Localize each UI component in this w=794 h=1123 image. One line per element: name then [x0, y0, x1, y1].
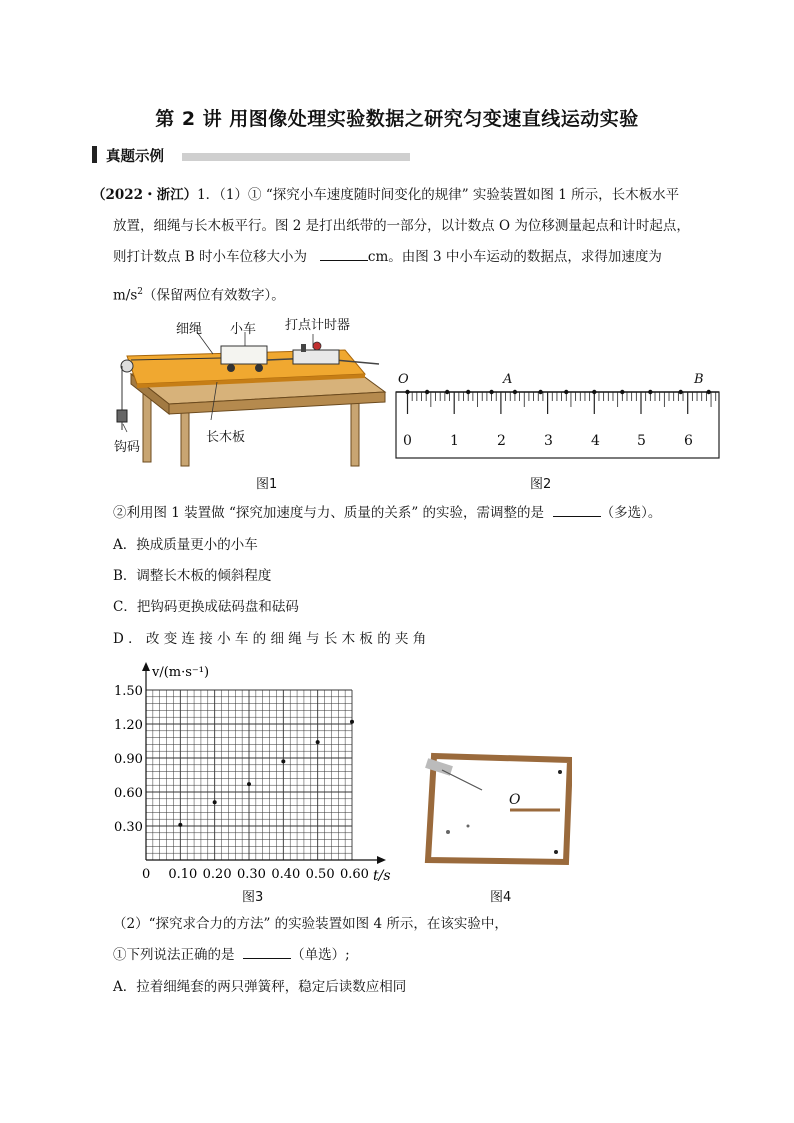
- chart-y-tick-label: 1.50: [114, 684, 143, 699]
- answer-blank-single[interactable]: [243, 946, 291, 959]
- fig4-point-o: O: [509, 792, 521, 808]
- chart-xlabel: t/s: [373, 868, 391, 884]
- ruler-label-0: 0: [403, 433, 412, 449]
- q1-part2-tail: （多选）。: [600, 505, 662, 521]
- chart-data-point: [178, 823, 182, 827]
- chart-y-tick-label: 1.20: [114, 718, 143, 733]
- chart-x-tick-label: 0.10: [168, 867, 198, 882]
- q1-text-4b: （保留两位有效数字）。: [143, 287, 285, 304]
- y-axis-arrow-icon: [142, 662, 150, 671]
- tape-dot: [678, 390, 682, 394]
- figure-4-photo: [420, 748, 572, 866]
- q1-text-1: “探究小车速度随时间变化的规律” 实验装置如图 1 所示，长木板水平: [265, 187, 680, 203]
- chart-x-tick-label: 0.30: [237, 867, 266, 882]
- figure-2-caption: 图2: [530, 477, 552, 492]
- tape-dot: [466, 390, 470, 394]
- ruler-label-2: 2: [497, 433, 506, 449]
- section-title: 真题示例: [106, 149, 164, 165]
- q1-source: （2022・浙江）: [92, 187, 198, 203]
- q1-text-3a: 则打计数点 B 时小车位移大小为: [113, 249, 308, 265]
- q1-part2: [113, 503, 661, 523]
- label-timer: 打点计时器: [285, 318, 351, 333]
- tape-point-b: B: [694, 372, 704, 387]
- x-axis-arrow-icon: [377, 856, 386, 864]
- chart-x-tick-label: 0.20: [202, 867, 232, 882]
- q2-sub1: [113, 945, 350, 965]
- chart-data-point: [281, 759, 285, 763]
- tape-dot: [445, 390, 449, 394]
- unit-ms: m/s: [113, 287, 138, 304]
- tape-dot: [489, 390, 493, 394]
- answer-blank-displacement[interactable]: [320, 248, 368, 261]
- tape-dot: [564, 390, 568, 394]
- chart-data-point: [350, 720, 354, 724]
- figure-1-caption: 图1: [256, 477, 278, 492]
- tape-dot: [425, 390, 429, 394]
- q1-line-2: 放置，细绳与长木板平行。图 2 是打出纸带的一部分，以计数点 O 为位移测量起点和计时起点，: [113, 218, 690, 234]
- q2-sub1-text: ①下列说法正确的是: [113, 947, 235, 963]
- option-a: A．换成质量更小的小车: [113, 537, 258, 553]
- chart-x-tick-label: 0: [142, 867, 151, 882]
- q2-option-a: A．拉着细绳套的两只弹簧秤，稳定后读数应相同: [113, 979, 407, 995]
- q1-line-4: [113, 282, 285, 306]
- option-b: B．调整长木板的倾斜程度: [113, 568, 272, 584]
- tape-point-a: A: [503, 372, 513, 387]
- label-weight: 钩码: [114, 440, 141, 455]
- q2-intro: （2）“探究求合力的方法” 的实验装置如图 4 所示，在该实验中，: [113, 916, 508, 932]
- chart-x-tick-label: 0.40: [271, 867, 301, 882]
- tape-dot: [538, 390, 542, 394]
- label-rope: 细绳: [176, 322, 203, 337]
- ruler-label-3: 3: [544, 433, 553, 449]
- tape-dot: [707, 390, 711, 394]
- chart-x-tick-label: 0.50: [305, 867, 335, 882]
- unit-exponent: 2: [137, 287, 144, 297]
- chart-ylabel: v/(m·s⁻¹): [152, 665, 210, 680]
- label-cart: 小车: [230, 322, 257, 337]
- ruler-label-5: 5: [637, 433, 646, 449]
- chart-data-point: [213, 800, 217, 804]
- tape-point-o: O: [398, 372, 409, 387]
- ruler-label-6: 6: [684, 433, 693, 449]
- q1-line-1: [92, 185, 679, 205]
- answer-blank-multi[interactable]: [553, 504, 601, 517]
- q1-number: 1．（1）①: [197, 187, 266, 203]
- q1-line-3: [113, 247, 662, 267]
- chart-data-point: [247, 782, 251, 786]
- tape-dot: [620, 390, 624, 394]
- tape-dot: [513, 390, 517, 394]
- ruler-label-4: 4: [591, 433, 600, 449]
- tape-dot: [592, 390, 596, 394]
- q1-text-3b: cm。由图 3 中小车运动的数据点，求得加速度为: [367, 249, 662, 265]
- chart-y-tick-label: 0.60: [114, 786, 143, 801]
- chart-y-tick-label: 0.90: [114, 752, 143, 767]
- section-marker: [92, 146, 97, 163]
- ruler-label-1: 1: [450, 433, 459, 449]
- q1-part2-text: ②利用图 1 装置做 “探究加速度与力、质量的关系” 的实验，需调整的是: [113, 505, 545, 521]
- figure-3-chart: [110, 660, 410, 890]
- figure-4-caption: 图4: [490, 890, 512, 905]
- option-c: C．把钩码更换成砝码盘和砝码: [113, 599, 299, 615]
- q2-sub1-tail: （单选）;: [291, 947, 350, 963]
- section-rule: [182, 153, 410, 161]
- figure-3-caption: 图3: [242, 890, 264, 905]
- page-title: 第 2 讲 用图像处理实验数据之研究匀变速直线运动实验: [155, 108, 639, 130]
- chart-data-point: [316, 740, 320, 744]
- figure-2-ruler: [395, 372, 721, 462]
- option-d: D ． 改 变 连 接 小 车 的 细 绳 与 长 木 板 的 夹 角: [113, 631, 427, 647]
- chart-y-tick-label: 0.30: [114, 820, 143, 835]
- label-board: 长木板: [206, 430, 246, 445]
- chart-x-tick-label: 0.60: [340, 867, 369, 882]
- tape-dot: [405, 390, 409, 394]
- tape-dot: [648, 390, 652, 394]
